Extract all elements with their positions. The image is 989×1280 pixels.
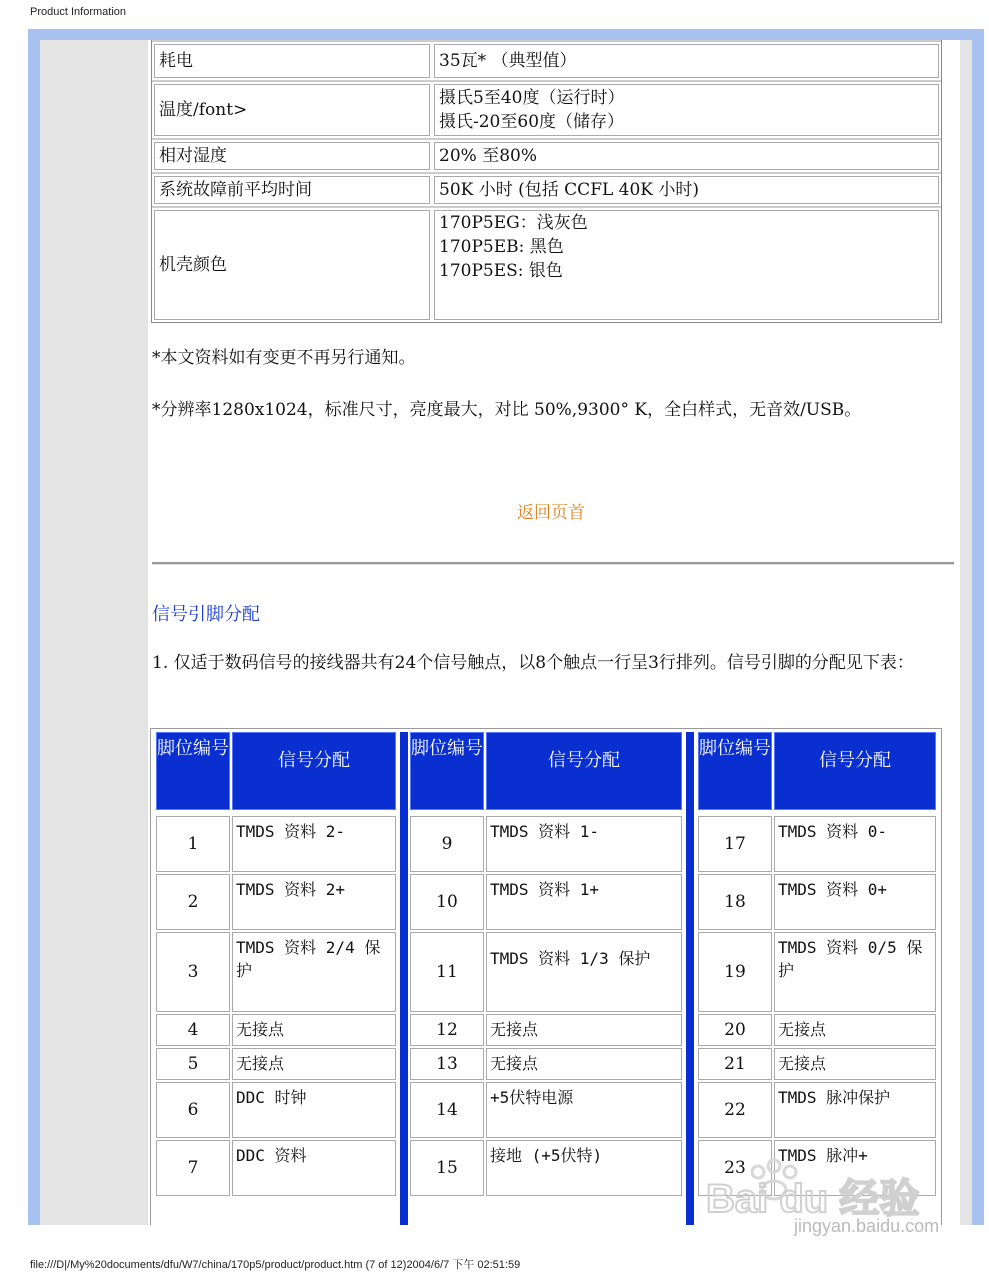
pin-row: [155, 931, 397, 1013]
pin-number: 5: [156, 1048, 230, 1080]
pin-row: [409, 1013, 683, 1047]
pin-number: 1: [156, 816, 230, 872]
pin-row: [697, 1013, 937, 1047]
spec-row: [152, 206, 941, 322]
spec-table: [151, 40, 942, 323]
pin-signal: DDC 时钟: [232, 1082, 396, 1138]
pin-signal: 无接点: [232, 1014, 396, 1046]
pin-row: [697, 1047, 937, 1081]
pin-row: [409, 1139, 683, 1197]
spec-value: [434, 84, 939, 136]
spec-value-line: 170P5ES: 银色: [439, 261, 563, 281]
pin-number: 18: [698, 874, 772, 930]
table-separator: [400, 732, 408, 1225]
watermark-url: jingyan.baidu.com: [794, 1216, 940, 1236]
main-content: [148, 40, 960, 1225]
pin-row: [155, 873, 397, 931]
spec-row: [152, 172, 941, 206]
pin-signal: TMDS 资料 0+: [774, 874, 936, 930]
pin-signal: TMDS 资料 2-: [232, 816, 396, 872]
pin-number: 2: [156, 874, 230, 930]
pin-number: 17: [698, 816, 772, 872]
pin-signal: 无接点: [486, 1014, 682, 1046]
spec-row: [152, 138, 941, 172]
spec-row: [152, 80, 941, 138]
pin-row: [409, 815, 683, 873]
spec-value: [434, 142, 939, 170]
pin-row: [155, 1013, 397, 1047]
pin-number: 3: [156, 932, 230, 1012]
divider: [152, 562, 954, 565]
pin-row: [155, 815, 397, 873]
header-signal: 信号分配: [486, 732, 682, 810]
spec-value: [434, 176, 939, 204]
spec-label: 系统故障前平均时间: [154, 176, 430, 204]
pin-table: [155, 731, 397, 1197]
pin-row: [697, 873, 937, 931]
spec-value-line: 20% 至80%: [439, 146, 537, 166]
pin-number: 20: [698, 1014, 772, 1046]
back-to-top-link[interactable]: 返回页首: [517, 503, 585, 523]
pin-row: [697, 1081, 937, 1139]
pin-number: 4: [156, 1014, 230, 1046]
pin-number: 15: [410, 1140, 484, 1196]
pin-signal: DDC 资料: [232, 1140, 396, 1196]
pin-table-header: [697, 731, 937, 811]
spec-value-line: 170P5EB: 黑色: [439, 237, 564, 257]
note-test-conditions: *分辨率1280x1024，标准尺寸，亮度最大，对比 50%,9300° K，全白样式，无音效/USB。: [152, 400, 862, 420]
section-title: 信号引脚分配: [152, 604, 260, 625]
pin-row: [155, 1081, 397, 1139]
spec-value-line: 摄氏5至40度（运行时）: [439, 88, 625, 108]
spec-label: 耗电: [154, 44, 430, 78]
pin-table-header: [409, 731, 683, 811]
pin-number: 10: [410, 874, 484, 930]
spec-value-line: 35瓦* （典型值）: [439, 51, 577, 71]
spec-label: 温度/font>: [154, 84, 430, 136]
pin-signal: TMDS 脉冲保护: [774, 1082, 936, 1138]
pin-signal: TMDS 资料 0-: [774, 816, 936, 872]
header-signal: 信号分配: [232, 732, 396, 810]
pin-number: 22: [698, 1082, 772, 1138]
pin-signal: TMDS 资料 2+: [232, 874, 396, 930]
note-disclaimer: *本文资料如有变更不再另行通知。: [152, 348, 416, 368]
pin-signal: +5伏特电源: [486, 1082, 682, 1138]
pin-row: [409, 873, 683, 931]
spec-value-line: 170P5EG：浅灰色: [439, 213, 588, 233]
spec-value-line: 50K 小时 (包括 CCFL 40K 小时): [439, 180, 700, 200]
pin-number: 7: [156, 1140, 230, 1196]
page-footer: file:///D|/My%20documents/dfu/W7/china/170p5/product/product.htm (7 of 12)2004/6/7 下午 02:51:59: [30, 1259, 521, 1271]
pin-number: 14: [410, 1082, 484, 1138]
header-pin-no: 脚位编号: [410, 732, 484, 810]
header-pin-no: 脚位编号: [156, 732, 230, 810]
watermark-brand: Bai du 经验: [706, 1177, 920, 1221]
pin-number: 13: [410, 1048, 484, 1080]
pin-signal: 无接点: [774, 1014, 936, 1046]
spec-label: 机壳颜色: [154, 210, 430, 320]
pin-signal: TMDS 资料 1+: [486, 874, 682, 930]
spec-value-line: 摄氏-20至60度（储存）: [439, 112, 625, 132]
right-gutter: [960, 40, 972, 1225]
spec-value: [434, 210, 939, 320]
pin-number: 11: [410, 932, 484, 1012]
header-signal: 信号分配: [774, 732, 936, 810]
pin-signal: TMDS 资料 2/4 保护: [232, 932, 396, 1012]
header-pin-no: 脚位编号: [698, 732, 772, 810]
pin-row: [409, 1047, 683, 1081]
pin-table: [697, 731, 937, 1197]
pin-row: [409, 1081, 683, 1139]
page-header: Product Information: [30, 6, 126, 18]
pin-number: 9: [410, 816, 484, 872]
pin-signal: 无接点: [774, 1048, 936, 1080]
pin-number: 19: [698, 932, 772, 1012]
section-paragraph: 1. 仅适于数码信号的接线器共有24个信号触点，以8个触点一行呈3行排列。信号引脚的分配见下表：: [152, 653, 914, 673]
pin-number: 12: [410, 1014, 484, 1046]
pin-row: [697, 931, 937, 1013]
pin-row: [697, 815, 937, 873]
spec-value: [434, 44, 939, 78]
pin-signal: 接地 (+5伏特): [486, 1140, 682, 1196]
pin-row: [409, 931, 683, 1013]
pin-signal: TMDS 脉冲+: [774, 1140, 936, 1196]
pin-signal: 无接点: [232, 1048, 396, 1080]
pin-signal: TMDS 资料 0/5 保护: [774, 932, 936, 1012]
pin-signal: TMDS 资料 1/3 保护: [486, 932, 682, 1012]
pin-table: [409, 731, 683, 1197]
pin-row: [155, 1047, 397, 1081]
pin-number: 6: [156, 1082, 230, 1138]
pin-number: 23: [698, 1140, 772, 1196]
pin-table-header: [155, 731, 397, 811]
pin-number: 21: [698, 1048, 772, 1080]
pin-row: [155, 1139, 397, 1197]
pin-signal: TMDS 资料 1-: [486, 816, 682, 872]
spec-label: 相对湿度: [154, 142, 430, 170]
spec-row: [152, 40, 941, 80]
pin-signal: 无接点: [486, 1048, 682, 1080]
table-separator: [686, 732, 694, 1225]
